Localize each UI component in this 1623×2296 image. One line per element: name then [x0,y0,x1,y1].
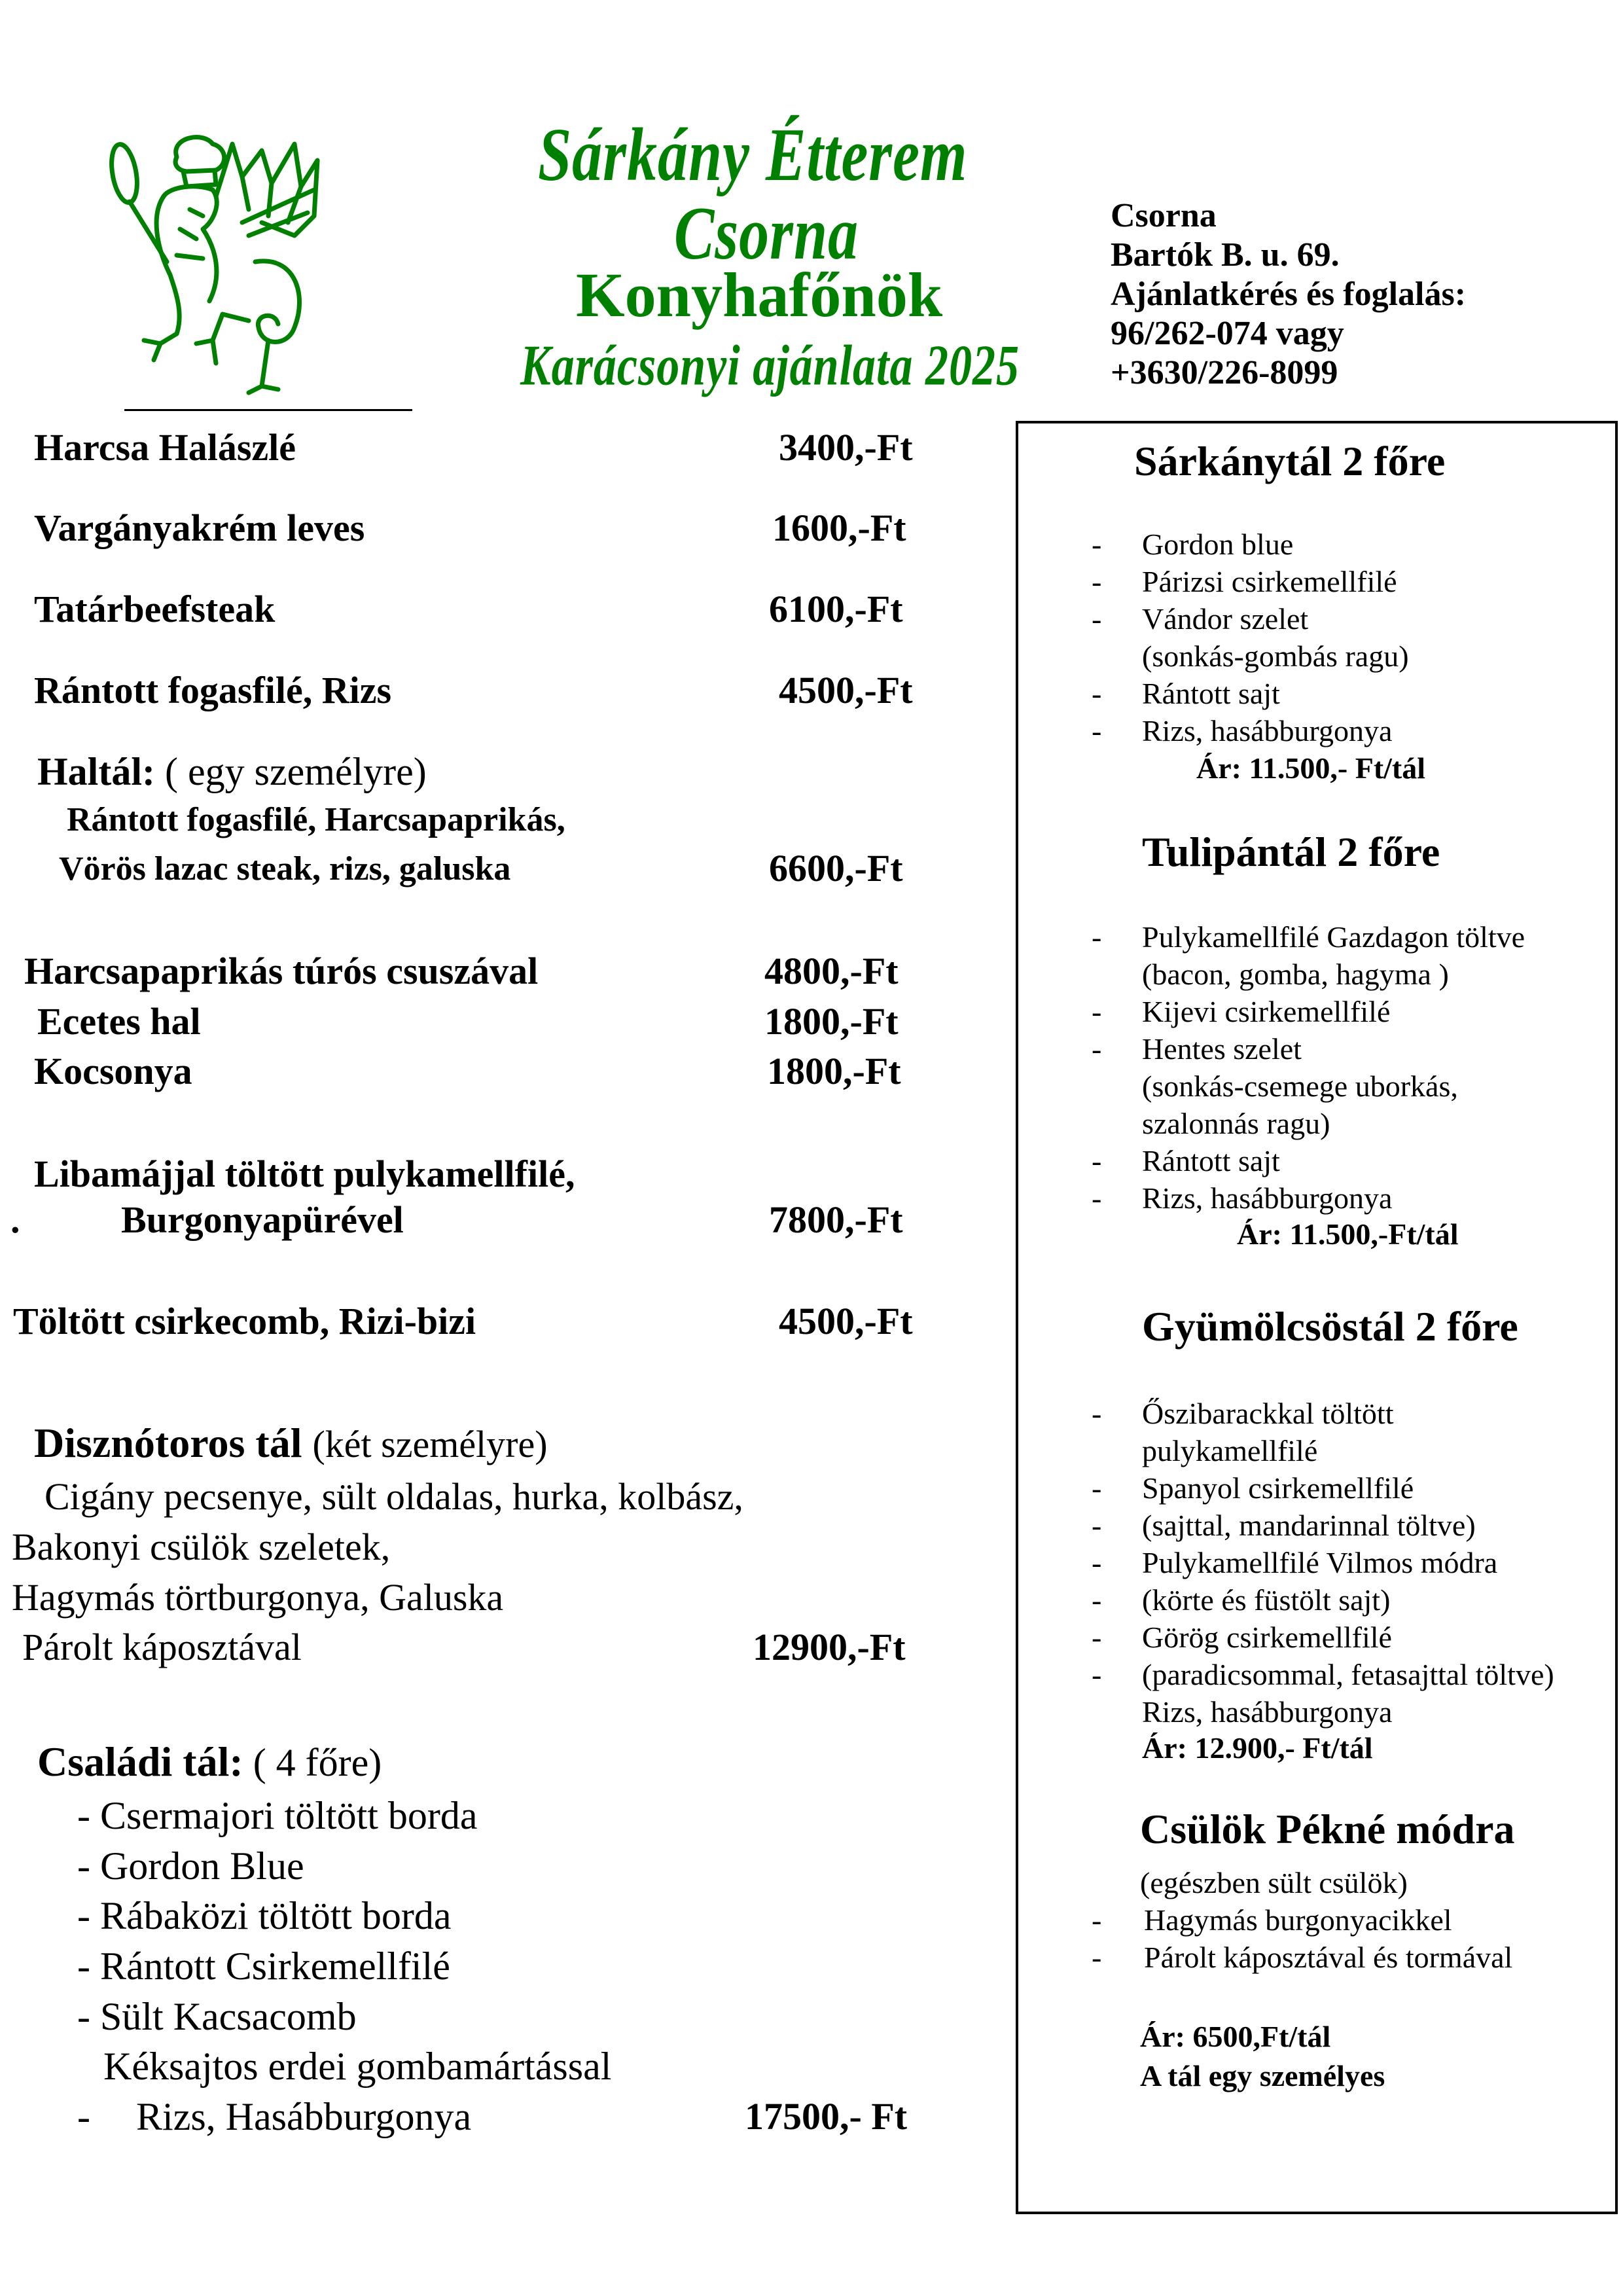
list-dash: - [1092,528,1102,561]
csaladi-last-item: Rizs, Hasábburgonya [136,2095,472,2138]
platter-line: Párolt káposztával és tormával [1144,1941,1513,1974]
menu-item-price: 1600,-Ft [772,507,906,549]
list-dash: - [1092,1546,1102,1579]
csaladi-title: Családi tál: [37,1738,243,1785]
haltal-line-1: Rántott fogasfilé, Harcsapaprikás, [67,801,565,838]
list-dash: - [1092,677,1102,710]
libamaj-price: 7800,-Ft [769,1198,903,1241]
platter-note: A tál egy személyes [1140,2059,1385,2092]
platter-title: Gyümölcsöstál 2 főre [1142,1303,1518,1350]
platter-line: Rizs, hasábburgonya [1142,1695,1393,1729]
list-dash: - [1092,602,1102,636]
menu-item-price: 4500,-Ft [779,669,913,711]
list-dash: - [1092,1144,1102,1177]
menu-item-name: Vargányakrém leves [34,507,365,549]
menu-item-name: Rántott fogasfilé, Rizs [34,669,392,711]
list-dash: - [1092,565,1102,598]
platter-line: Rizs, hasábburgonya [1142,1181,1393,1215]
offer-subtitle: Karácsonyi ajánlata 2025 [520,334,1020,398]
list-dash: - [1092,1032,1102,1066]
csaladi-item: - Csermajori töltött borda [77,1794,478,1837]
list-dash: - [1092,1658,1102,1691]
contact-city: Csorna [1111,197,1217,234]
menu-item-name: Kocsonya [34,1050,192,1092]
csaladi-last-dash: - [77,2095,90,2138]
contact-phone-2: +3630/226-8099 [1111,354,1338,391]
contact-booking-label: Ajánlatkérés és foglalás: [1111,276,1467,313]
platter-line: Hentes szelet [1142,1032,1302,1066]
list-dash: - [1092,1621,1102,1654]
platter-subtitle: (egészben sült csülök) [1140,1866,1408,1899]
menu-item-price: 1800,-Ft [767,1050,901,1092]
disznotoros-line-1: Cigány pecsenye, sült oldalas, hurka, kolbász, [45,1475,743,1518]
csaladi-note: ( 4 főre) [243,1741,382,1784]
platter-line: (sajttal, mandarinnal töltve) [1142,1509,1476,1542]
list-dash: - [1092,714,1102,747]
platter-line: (körte és füstölt sajt) [1142,1583,1391,1617]
platter-line: Rántott sajt [1142,677,1280,710]
restaurant-name: Sárkány Étterem [538,113,968,196]
menu-item-price: 3400,-Ft [779,426,913,469]
platter-line: (bacon, gomba, hagyma ) [1142,958,1449,991]
disznotoros-title: Disznótoros tál [34,1420,313,1466]
platter-line: Gordon blue [1142,528,1294,561]
chef-title: Konyhafőnök [576,260,943,330]
platter-title: Csülök Pékné módra [1140,1806,1515,1852]
csaladi-price: 17500,- Ft [745,2095,908,2138]
haltal-note: ( egy személyre) [154,750,427,793]
dragon-chef-icon [98,124,406,399]
platter-line: Rizs, hasábburgonya [1142,714,1393,747]
platter-line: (sonkás-gombás ragu) [1142,639,1409,673]
libamaj-line-2: Burgonyapürével [121,1198,404,1241]
menu-item-name: Tatárbeefsteak [34,588,276,630]
platter-line: Pulykamellfilé Gazdagon töltve [1142,920,1525,954]
list-dash: - [1092,920,1102,954]
disznotoros-price: 12900,-Ft [753,1626,906,1668]
list-dash: - [1092,1941,1102,1974]
menu-item-name: Ecetes hal [37,1000,201,1043]
platter-line: (paradicsommal, fetasajttal töltve) [1142,1658,1554,1691]
csaladi-item: - Sült Kacsacomb [77,1995,357,2038]
platter-title: Tulipántál 2 főre [1142,829,1440,875]
platter-title: Sárkánytál 2 főre [1134,438,1446,484]
list-dash: - [1092,1509,1102,1542]
restaurant-city: Csorna [674,191,859,275]
csaladi-item: - Rábaközi töltött borda [77,1894,452,1937]
list-dash: - [1092,1583,1102,1617]
platter-line: Vándor szelet [1142,602,1309,636]
list-dash: - [1092,1397,1102,1430]
platter-line: pulykamellfilé [1142,1434,1318,1467]
menu-item-name: Harcsa Halászlé [34,426,296,469]
disznotoros-note: (két személyre) [312,1423,548,1465]
list-dash: - [1092,995,1102,1028]
platter-price: Ár: 6500,Ft/tál [1140,2020,1331,2053]
disznotoros-heading [34,1419,548,1467]
platter-line: Spanyol csirkemellfilé [1142,1471,1414,1505]
platter-line: Pulykamellfilé Vilmos módra [1142,1546,1498,1579]
platter-line: Hagymás burgonyacikkel [1144,1903,1452,1937]
platter-price: Ár: 11.500,-Ft/tál [1237,1217,1459,1251]
menu-item-price: 4500,-Ft [779,1300,913,1342]
haltal-title: Haltál: [37,750,155,793]
disznotoros-line-2: Bakonyi csülök szeletek, [12,1526,391,1568]
menu-item-price: 1800,-Ft [764,1000,899,1043]
platter-price: Ár: 12.900,- Ft/tál [1142,1731,1373,1765]
platter-line: (sonkás-csemege uborkás, [1142,1069,1458,1103]
platter-line: Párizsi csirkemellfilé [1142,565,1397,598]
platter-price: Ár: 11.500,- Ft/tál [1196,751,1426,785]
platter-line: Őszibarackkal töltött [1142,1397,1394,1430]
platter-line: Kijevi csirkemellfilé [1142,995,1391,1028]
csaladi-heading [37,1738,382,1786]
haltal-price: 6600,-Ft [769,847,903,889]
list-dash: - [1092,1471,1102,1505]
list-dash: - [1092,1903,1102,1937]
contact-phone-1: 96/262-074 vagy [1111,315,1344,352]
csaladi-sauce: Kéksajtos erdei gombamártással [103,2045,612,2088]
menu-item-price: 4800,-Ft [764,950,899,992]
haltal-line-2: Vörös lazac steak, rizs, galuska [59,850,511,888]
platter-line: Rántott sajt [1142,1144,1280,1177]
platter-line: Görög csirkemellfilé [1142,1621,1392,1654]
contact-address: Bartók B. u. 69. [1111,236,1340,274]
haltal-heading [37,749,427,795]
logo-underline [124,409,412,411]
csaladi-item: - Rántott Csirkemellfilé [77,1945,450,1988]
menu-item-name: Harcsapaprikás túrós csuszával [24,950,539,992]
libamaj-bullet: . [10,1198,20,1241]
list-dash: - [1092,1181,1102,1215]
disznotoros-line-3: Hagymás törtburgonya, Galuska [12,1576,504,1619]
platter-line: szalonnás ragu) [1142,1107,1330,1140]
csaladi-item: - Gordon Blue [77,1844,304,1888]
libamaj-line-1: Libamájjal töltött pulykamellfilé, [34,1153,575,1195]
disznotoros-line-4: Párolt káposztával [22,1626,302,1668]
menu-item-name: Töltött csirkecomb, Rizi-bizi [13,1300,476,1342]
menu-item-price: 6100,-Ft [769,588,903,630]
